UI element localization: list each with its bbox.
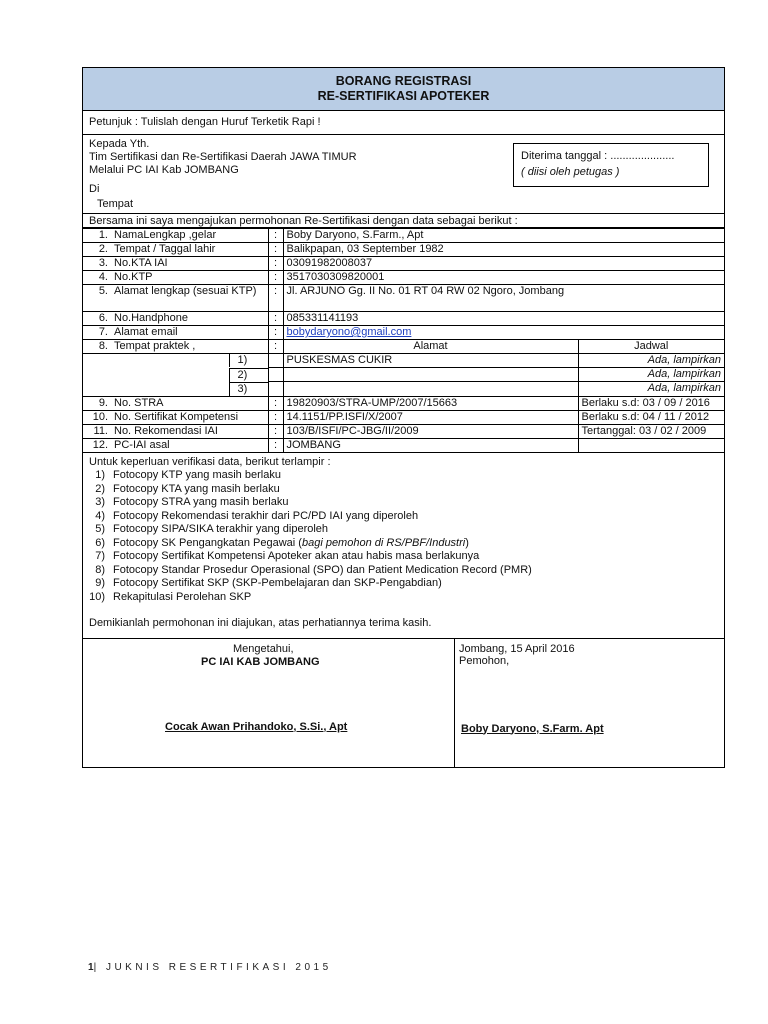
- attachment-number: 8): [95, 563, 105, 576]
- sign-right-role: Pemohon,: [459, 654, 510, 667]
- field-value-text: 3517030309820001: [286, 271, 385, 283]
- field-row: [83, 312, 724, 326]
- praktek-jadwal[interactable]: Ada, lampirkan: [578, 382, 724, 397]
- field-colon: :: [268, 396, 283, 410]
- page-footer: [88, 962, 332, 973]
- field-row: [83, 396, 724, 410]
- attachment-text: Fotocopy Rekomendasi terakhir dari PC/PD IAI yang diperoleh: [113, 509, 419, 522]
- field-number: 8.: [98, 340, 108, 352]
- received-date-box: [513, 143, 709, 187]
- attachment-text: Rekapitulasi Perolehan SKP: [113, 590, 252, 603]
- attachment-text: Fotocopy Sertifikat Kompetensi Apoteker akan atau habis masa berlakunya: [113, 550, 480, 562]
- attachment-item: [89, 523, 724, 537]
- field-label: [83, 396, 268, 410]
- field-value[interactable]: 103/B/ISFI/PC-JBG/II/2009: [283, 424, 578, 438]
- field-number: 6.: [98, 312, 108, 324]
- praktek-index: 1): [229, 354, 268, 367]
- field-colon: :: [268, 312, 283, 326]
- jadwal-header: Jadwal: [578, 340, 724, 354]
- praktek-header-row: [83, 340, 724, 354]
- praktek-colon: [268, 368, 283, 382]
- attachment-text: Fotocopy KTP yang masih berlaku: [113, 469, 281, 481]
- field-label-text: No.KTA IAI: [114, 257, 168, 269]
- sign-left-title: Mengetahui,: [233, 642, 294, 655]
- attachment-item: [89, 537, 724, 551]
- attachment-text: Fotocopy SIPA/SIKA terakhir yang diperoleh: [113, 523, 329, 535]
- praktek-jadwal[interactable]: Ada, lampirkan: [578, 354, 724, 368]
- field-colon: :: [268, 243, 283, 257]
- praktek-index: 2): [229, 368, 268, 382]
- attachment-number: 2): [95, 482, 105, 495]
- field-label: [83, 285, 268, 312]
- form-title-line2: RE-SERTIFIKASI APOTEKER: [317, 89, 490, 103]
- attachment-number: 6): [95, 536, 105, 549]
- attachment-number: 5): [95, 523, 105, 535]
- field-value-text: 03091982008037: [286, 257, 373, 269]
- signature-area: [83, 639, 724, 768]
- sign-right-date: Jombang, 15 April 2016: [459, 642, 575, 655]
- field-value[interactable]: 14.1151/PP.ISFI/X/2007: [283, 410, 578, 424]
- field-value[interactable]: [283, 285, 724, 312]
- field-value-text: 085331141193: [286, 312, 359, 324]
- attachments-block: [83, 453, 724, 639]
- attachment-text: Fotocopy STRA yang masih berlaku: [113, 496, 289, 508]
- attachment-text: Fotocopy Sertifikat SKP (SKP-Pembelajaran dan SKP-Pengabdian): [113, 577, 442, 589]
- signature-left: [83, 639, 455, 767]
- field-colon: :: [268, 229, 283, 243]
- received-date-label: Diterima tanggal : .....................: [521, 150, 675, 162]
- attachment-item: [89, 564, 724, 578]
- praktek-alamat[interactable]: [283, 368, 578, 382]
- praktek-blank: [83, 368, 268, 382]
- address-line3: Melalui PC IAI Kab JOMBANG: [89, 164, 239, 176]
- attachment-text: Fotocopy KTA yang masih berlaku: [113, 482, 280, 495]
- address-line1: Kepada Yth.: [89, 138, 150, 150]
- praktek-alamat[interactable]: [283, 382, 578, 397]
- field-label-text: No.Handphone: [114, 312, 189, 324]
- attachment-note: bagi pemohon di RS/PBF/Industri: [301, 536, 466, 549]
- field-colon: :: [268, 326, 283, 340]
- praktek-blank: [83, 354, 268, 368]
- field-label-text: Tempat praktek ,: [114, 340, 196, 352]
- field-label-text: Alamat lengkap (sesuai KTP): [114, 285, 257, 297]
- field-row: [83, 410, 724, 424]
- field-label: [83, 243, 268, 257]
- field-label: [83, 229, 268, 243]
- attachment-number: 7): [95, 550, 105, 562]
- attachment-item: [89, 591, 724, 605]
- registration-form: [82, 67, 725, 768]
- field-label-text: Alamat email: [114, 326, 178, 338]
- email-link[interactable]: bobydaryono@gmail.com: [286, 326, 412, 338]
- sign-left-org: PC IAI KAB JOMBANG: [201, 655, 320, 668]
- praktek-row: [83, 382, 724, 397]
- attachment-item: [89, 483, 724, 497]
- attachment-number: 10): [89, 590, 105, 603]
- field-colon: :: [268, 340, 283, 354]
- field-colon: :: [268, 285, 283, 312]
- field-label: [83, 410, 268, 424]
- field-label: [83, 312, 268, 326]
- praktek-row: [83, 354, 724, 368]
- field-label: [83, 438, 268, 452]
- footer-page-number: 1: [88, 962, 94, 973]
- praktek-jadwal[interactable]: Ada, lampirkan: [578, 368, 724, 382]
- field-value[interactable]: [283, 271, 724, 285]
- intro-text: Bersama ini saya mengajukan permohonan Re-Sertifikasi dengan data sebagai berikut :: [83, 214, 724, 228]
- sign-right-name: Boby Daryono, S.Farm. Apt: [461, 722, 604, 735]
- field-row: [83, 243, 724, 257]
- field-number: 1.: [98, 229, 108, 241]
- field-value-text: Boby Daryono, S.Farm., Apt: [286, 229, 424, 241]
- attachment-item: [89, 469, 724, 483]
- field-number: 2.: [98, 243, 108, 255]
- field-label-text: No.KTP: [114, 271, 153, 283]
- field-value[interactable]: [283, 229, 724, 243]
- field-label-text: No. STRA: [114, 396, 164, 409]
- field-value[interactable]: [283, 326, 724, 340]
- field-validity[interactable]: Berlaku s.d: 03 / 09 / 2016: [578, 396, 724, 410]
- field-number: 4.: [98, 271, 108, 283]
- closing-text: Demikianlah permohonan ini diajukan, atas perhatiannya terima kasih.: [89, 617, 432, 629]
- data-table: [83, 228, 724, 453]
- praktek-index: 3): [229, 382, 268, 396]
- praktek-colon: [268, 382, 283, 397]
- field-number: 10.: [92, 410, 108, 423]
- field-label: [83, 340, 268, 354]
- field-colon: :: [268, 424, 283, 438]
- field-number: 12.: [92, 438, 108, 451]
- field-colon: :: [268, 257, 283, 271]
- field-row: [83, 438, 724, 452]
- field-label: [83, 271, 268, 285]
- instruction-text: Petunjuk : Tulislah dengan Huruf Terketik Rapi !: [83, 111, 724, 135]
- field-value-text: Jl. ARJUNO Gg. II No. 01 RT 04 RW 02 Ngoro, Jombang: [286, 285, 565, 297]
- field-number: 11.: [93, 424, 108, 437]
- field-number: 5.: [98, 285, 108, 297]
- attachment-text: Fotocopy SK Pengangkatan Pegawai (: [113, 536, 302, 549]
- attachment-item: [89, 510, 724, 524]
- attachments-intro: Untuk keperluan verifikasi data, berikut terlampir :: [89, 455, 331, 468]
- field-label-text: NamaLengkap ,gelar: [114, 229, 217, 241]
- attachment-text: Fotocopy Standar Prosedur Operasional (SPO) dan Patient Medication Record (PMR): [113, 563, 532, 576]
- field-row: [83, 257, 724, 271]
- field-value[interactable]: [283, 257, 724, 271]
- signature-right: [455, 639, 724, 767]
- attachments-list: [89, 469, 724, 604]
- attachment-number: 4): [95, 509, 105, 522]
- field-colon: :: [268, 410, 283, 424]
- praktek-alamat[interactable]: PUSKESMAS CUKIR: [283, 354, 578, 368]
- footer-text: | JUKNIS RESERTIFIKASI 2015: [93, 962, 332, 973]
- field-row: [83, 229, 724, 243]
- attachment-item: [89, 577, 724, 591]
- field-number: 7.: [98, 326, 108, 338]
- address-line5: Tempat: [97, 198, 134, 210]
- field-value[interactable]: [283, 243, 724, 257]
- field-value-text: Balikpapan, 03 September 1982: [286, 243, 444, 255]
- field-row: [83, 285, 724, 312]
- address-line2: Tim Sertifikasi dan Re-Sertifikasi Daerah JAWA TIMUR: [89, 151, 357, 163]
- field-colon: :: [268, 271, 283, 285]
- alamat-header: Alamat: [283, 340, 578, 354]
- field-value[interactable]: JOMBANG: [283, 438, 578, 452]
- praktek-blank: [83, 382, 268, 397]
- field-label-text: Tempat / Taggal lahir: [114, 243, 216, 255]
- field-number: 9.: [98, 396, 108, 409]
- address-line4: Di: [89, 183, 100, 195]
- attachment-item: [89, 496, 724, 510]
- field-row: [83, 326, 724, 340]
- field-validity[interactable]: Tertanggal: 03 / 02 / 2009: [578, 424, 724, 438]
- attachment-number: 3): [95, 496, 105, 508]
- attachment-item: [89, 550, 724, 564]
- field-row: [83, 424, 724, 438]
- field-value[interactable]: [283, 312, 724, 326]
- praktek-row: [83, 368, 724, 382]
- field-label: [83, 424, 268, 438]
- field-colon: :: [268, 438, 283, 452]
- field-label-text: No. Sertifikat Kompetensi: [114, 410, 239, 423]
- field-number: 3.: [98, 257, 108, 269]
- field-row: [83, 271, 724, 285]
- address-block: [83, 135, 724, 214]
- received-note: ( diisi oleh petugas ): [521, 166, 620, 178]
- field-label: [83, 326, 268, 340]
- sign-left-name: Cocak Awan Prihandoko, S.Si., Apt: [165, 720, 348, 733]
- form-title-box: [83, 68, 724, 111]
- field-label-text: PC-IAI asal: [114, 438, 170, 451]
- field-validity[interactable]: Berlaku s.d: 04 / 11 / 2012: [578, 410, 724, 424]
- form-title-line1: BORANG REGISTRASI: [335, 74, 472, 88]
- field-value[interactable]: 19820903/STRA-UMP/2007/15663: [283, 396, 578, 410]
- field-label: [83, 257, 268, 271]
- field-validity[interactable]: [578, 438, 724, 452]
- field-label-text: No. Rekomendasi IAI: [114, 424, 218, 437]
- attachment-number: 9): [95, 577, 105, 589]
- praktek-colon: [268, 354, 283, 368]
- attachment-number: 1): [95, 469, 105, 481]
- attachment-tail: ): [465, 536, 469, 549]
